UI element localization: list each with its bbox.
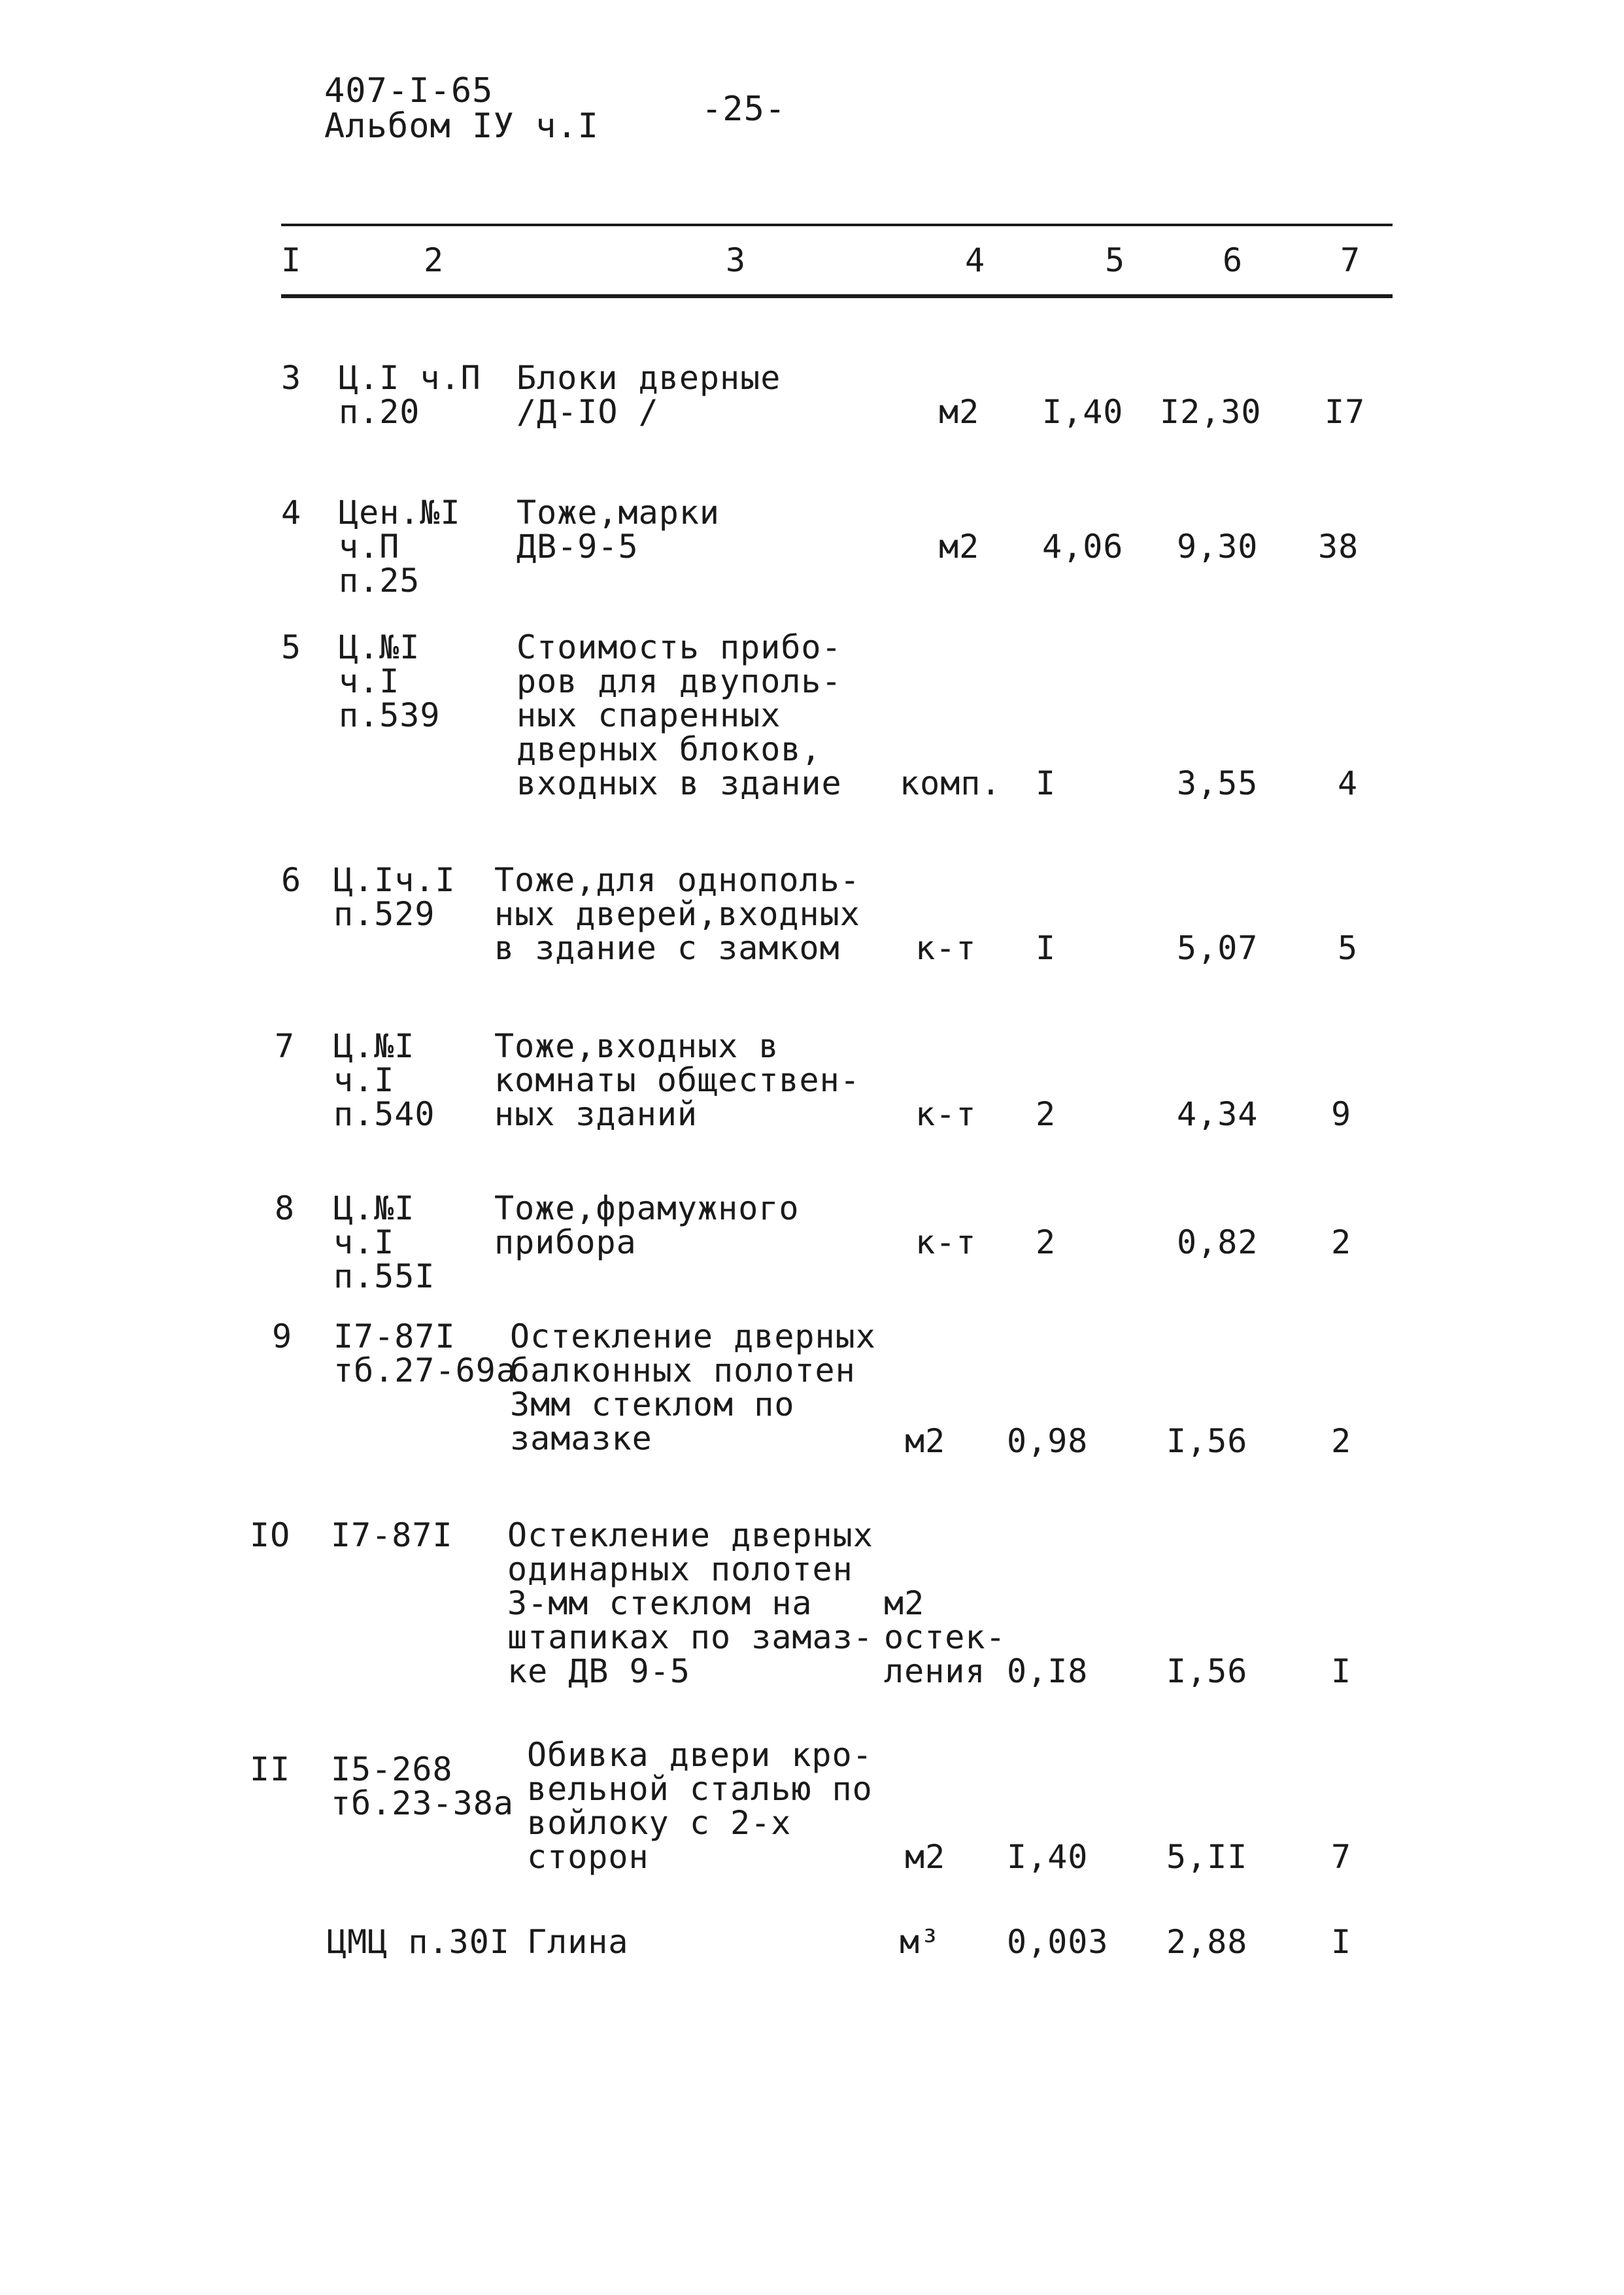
row-reference: I7-87I тб.27-69а: [333, 1318, 516, 1389]
row-reference: ЦМЦ п.30I: [327, 1923, 510, 1961]
column-header: I: [281, 241, 302, 279]
row-number: IO: [250, 1516, 291, 1554]
album-label: Альбом IУ ч.I: [324, 107, 599, 146]
row-reference: Ц.№I ч.I п.539: [339, 628, 441, 734]
row-reference: I5-268 тб.23-38а: [331, 1750, 514, 1822]
row-number: 7: [275, 1027, 296, 1065]
row-description: Глина: [527, 1923, 629, 1961]
document-code: 407-I-65: [324, 71, 494, 110]
row-price: 3,55: [1177, 764, 1259, 802]
row-number: 6: [281, 861, 302, 899]
row-total: 2: [1331, 1422, 1352, 1460]
row-unit: м2: [939, 393, 980, 431]
row-price: I,56: [1166, 1422, 1248, 1460]
column-header: 2: [424, 241, 445, 279]
row-reference: Ц.№I ч.I п.540: [333, 1027, 435, 1133]
row-unit: комп.: [900, 764, 1002, 802]
row-reference: Ц.№I ч.I п.55I: [333, 1189, 435, 1295]
row-quantity: I: [1036, 764, 1057, 802]
row-price: 4,34: [1177, 1095, 1259, 1133]
row-number: II: [250, 1750, 291, 1788]
row-quantity: 2: [1036, 1223, 1057, 1261]
row-number: 9: [272, 1318, 293, 1355]
row-price: 9,30: [1177, 528, 1259, 566]
column-header: 4: [965, 241, 986, 279]
row-quantity: I,40: [1042, 393, 1124, 431]
page-number: -25-: [702, 90, 787, 129]
row-quantity: 0,98: [1007, 1422, 1089, 1460]
row-description: Стоимость прибо- ров для двуполь- ных спаренных дверных блоков, входных в здание: [516, 628, 842, 802]
row-total: I: [1331, 1923, 1352, 1961]
row-quantity: 0,003: [1007, 1923, 1109, 1961]
row-total: I: [1331, 1652, 1352, 1690]
row-price: I,56: [1166, 1652, 1248, 1690]
row-number: 3: [281, 359, 302, 397]
row-unit: м2: [939, 528, 980, 566]
row-total: 2: [1331, 1223, 1352, 1261]
row-number: 4: [281, 494, 302, 532]
row-unit: м2: [905, 1422, 946, 1460]
row-quantity: 2: [1036, 1095, 1057, 1133]
row-reference: I7-87I: [331, 1516, 453, 1554]
row-total: 5: [1338, 929, 1359, 967]
row-price: 5,II: [1166, 1838, 1248, 1876]
row-quantity: 4,06: [1042, 528, 1124, 566]
row-total: I7: [1325, 393, 1366, 431]
table-top-rule: [281, 224, 1393, 226]
row-unit: м2 остек- ления: [884, 1584, 1006, 1690]
column-header: 7: [1340, 241, 1361, 279]
row-quantity: 0,I8: [1007, 1652, 1089, 1690]
column-header: 3: [726, 241, 747, 279]
row-total: 4: [1338, 764, 1359, 802]
row-description: Обивка двери кро- вельной сталью по войлоку с 2-х сторон: [527, 1736, 873, 1876]
row-reference: Ц.Iч.I п.529: [333, 861, 456, 933]
row-total: 7: [1331, 1838, 1352, 1876]
row-description: Остекление дверных одинарных полотен 3-мм стеклом на штапиках по замаз- ке ДВ 9-5: [507, 1516, 873, 1690]
row-description: Тоже,фрамужного прибора: [494, 1189, 800, 1261]
row-description: Тоже,марки ДВ-9-5: [516, 494, 720, 566]
row-reference: Ц.I ч.П п.20: [339, 359, 481, 431]
row-unit: к-т: [915, 929, 977, 967]
row-description: Остекление дверных балконных полотен 3мм стеклом по замазке: [510, 1318, 876, 1457]
row-description: Тоже,для однополь- ных дверей,входных в здание с замком: [494, 861, 860, 967]
row-unit: м³: [900, 1923, 941, 1961]
row-unit: м2: [905, 1838, 946, 1876]
row-reference: Цен.№I ч.П п.25: [339, 494, 461, 600]
row-total: 9: [1331, 1095, 1352, 1133]
table-header-rule: [281, 294, 1393, 298]
row-number: 8: [275, 1189, 296, 1227]
row-total: 38: [1318, 528, 1359, 566]
row-quantity: I,40: [1007, 1838, 1089, 1876]
row-number: 5: [281, 628, 302, 666]
row-description: Тоже,входных в комнаты обществен- ных зданий: [494, 1027, 860, 1133]
column-header: 5: [1105, 241, 1126, 279]
row-price: I2,30: [1160, 393, 1262, 431]
column-header: 6: [1223, 241, 1243, 279]
row-unit: к-т: [915, 1223, 977, 1261]
row-price: 5,07: [1177, 929, 1259, 967]
row-unit: к-т: [915, 1095, 977, 1133]
row-price: 0,82: [1177, 1223, 1259, 1261]
row-description: Блоки дверные /Д-IO /: [516, 359, 781, 431]
row-quantity: I: [1036, 929, 1057, 967]
row-price: 2,88: [1166, 1923, 1248, 1961]
